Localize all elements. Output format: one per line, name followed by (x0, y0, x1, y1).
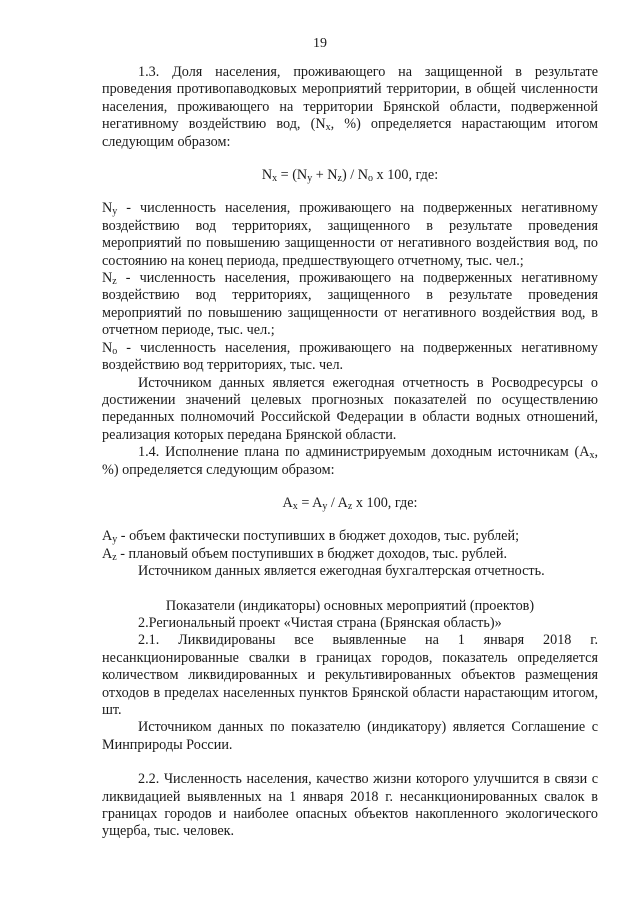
formula-sub: x (272, 173, 278, 185)
formula-nx (102, 167, 598, 184)
source-1-3: Источником данных является ежегодная отчетность в Росводресурсы о достижении значений целевых прогнозных показателей по осуществлению переданных полномочий Российской Федерации в области водных отношений, реализация которых передана Брянской области. (102, 374, 598, 443)
intro-text-end: , %) определяется следующим образом: (102, 444, 598, 478)
project-title: 2.Региональный проект «Чистая страна (Брянская область)» (138, 614, 502, 631)
formula-part: x 100, где: (352, 494, 418, 511)
formula-sub: y (322, 500, 328, 512)
formula-part: A (282, 494, 293, 511)
definition-nz (102, 270, 598, 340)
paragraph-1-4-intro (102, 444, 598, 479)
formula-sub: o (368, 173, 373, 185)
definition-sub: z (112, 551, 117, 563)
formula-part: + N (312, 167, 338, 184)
definition-ay (102, 528, 598, 545)
intro-subscript: x (589, 450, 595, 462)
formula-sub: z (337, 173, 342, 185)
intro-text: 1.3. Доля населения, проживающего на защищенной в результате проведения противопаводковых мероприятий территории, в общей численности населения, проживающего на территории Брянской области, подверженной негативному воздействию вод, (N (102, 64, 598, 133)
formula-sub: y (307, 173, 313, 185)
definition-text: - численность населения, проживающего на подверженных негативному воздействию вод территориях, защищенного в результате проведения мероприятий по повышению защищенности от негативного воздействия вод, по состоянию на конец периода, предшествующего отчетному, тыс. чел.; (102, 200, 598, 269)
definition-text: - плановый объем поступивших в бюджет доходов, тыс. рублей. (116, 545, 507, 562)
definition-no (102, 340, 598, 375)
paragraph-1-3-intro (102, 64, 598, 151)
definition-text: - объем фактически поступивших в бюджет доходов, тыс. рублей; (117, 528, 520, 545)
formula-ax (102, 495, 598, 512)
page-content (102, 64, 598, 841)
definition-text: - численность населения, проживающего на подверженных негативному воздействию вод территориях, тыс. чел. (102, 339, 598, 374)
indicators-heading: Показатели (индикаторы) основных мероприятий (проектов) (165, 597, 535, 614)
paragraph-2-1: 2.1. Ликвидированы все выявленные на 1 января 2018 г. несанкционированные свалки в границах городов, показатель определяется количеством ликвидированных и рекультивированных объектов размещения отходов в пределах населенных пунктов Брянской области нарастающим итогом, шт. (102, 632, 598, 718)
definition-symbol: N (102, 270, 113, 287)
paragraph-2-2: 2.2. Численность населения, качество жизни которого улучшится в связи с ликвидацией выявленных на 1 января 2018 г. несанкционированных свалок в границах городов и наиболее опасных объектов накопленного экологического ущерба, тыс. человек. (102, 771, 598, 840)
definition-ny (102, 200, 598, 270)
page-number: 19 (313, 36, 327, 51)
definition-sub: z (112, 276, 117, 288)
formula-part: = A (297, 494, 323, 511)
source-2-1: Источником данных по показателю (индикатору) является Соглашение с Минприроды России. (102, 719, 598, 753)
definition-sub: o (112, 345, 118, 357)
definition-symbol: A (102, 545, 113, 562)
formula-part: x 100, где: (373, 167, 439, 184)
spacer (102, 581, 598, 598)
definition-text: - численность населения, проживающего на подверженных негативному воздействию вод территориях, защищенного в результате проведения мероприятий по повышению защищенности от негативного воздействия вод, в отчетном периоде, тыс. чел.; (102, 270, 598, 339)
definition-az (102, 546, 598, 563)
formula-part: ) / N (341, 167, 368, 184)
definition-symbol: N (102, 339, 113, 356)
definition-symbol: A (102, 528, 113, 545)
formula-part: = (N (277, 167, 308, 184)
formula-part: N (261, 167, 273, 184)
definition-sub: y (112, 206, 118, 218)
definition-sub: y (112, 534, 118, 546)
spacer (102, 754, 598, 771)
intro-text: 1.4. Исполнение плана по администрируемым доходным источникам (A (138, 444, 590, 461)
intro-text-end: , %) определяется нарастающим итогом следующим образом: (102, 116, 598, 150)
source-1-4: Источником данных является ежегодная бухгалтерская отчетность. (138, 563, 545, 580)
formula-sub: x (292, 500, 298, 512)
intro-subscript: х (325, 122, 331, 134)
formula-sub: z (347, 500, 353, 512)
formula-part: / A (327, 494, 348, 511)
definition-symbol: N (102, 200, 113, 217)
